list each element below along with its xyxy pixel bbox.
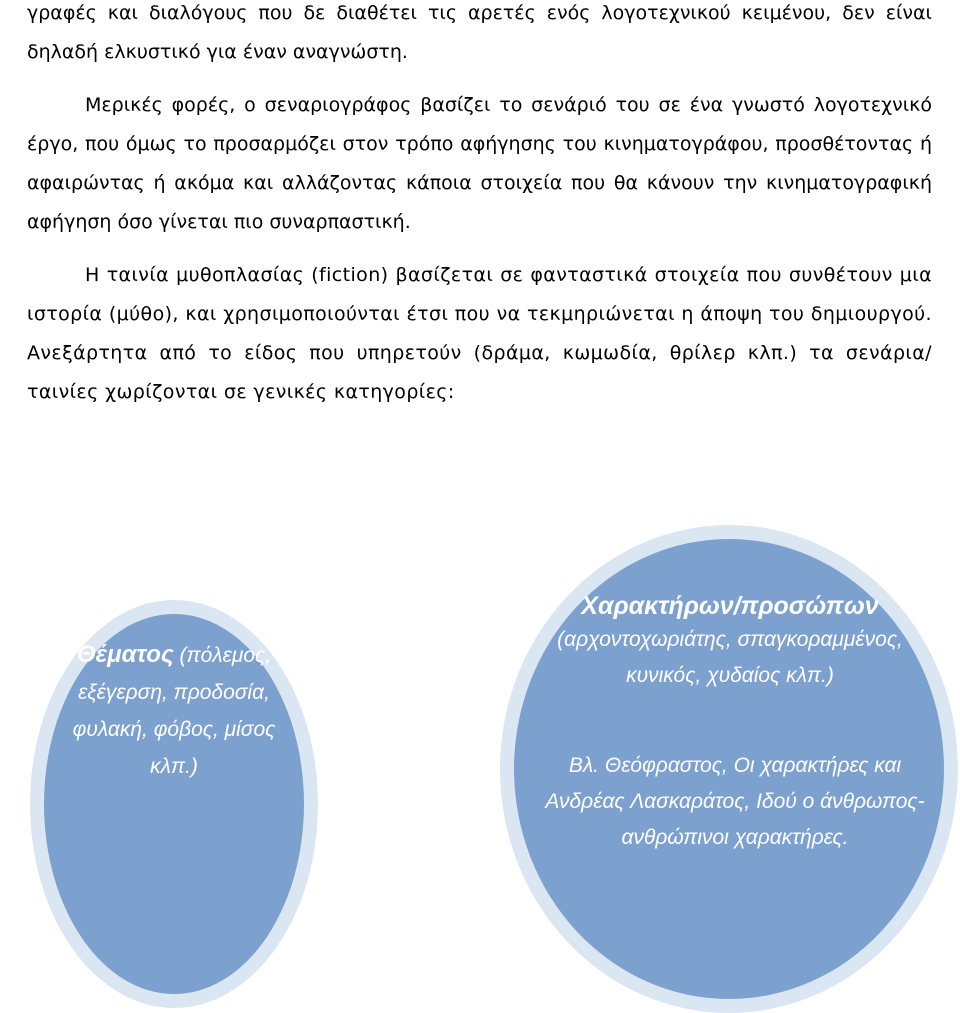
theme-category-heading: Θέματος bbox=[76, 641, 174, 668]
paragraph-continuation: γραφές και διαλόγους που δε διαθέτει τις αρετές ενός λογοτεχνικού κειμένου, δεν είναι δηλαδή ελκυστικό για έναν αναγνώστη. bbox=[27, 2, 932, 63]
paragraph-fiction: Η ταινία μυθοπλασίας (fiction) βασίζεται σε φανταστικά στοιχεία που συνθέτουν μια ιστορία (μύθο), και χρησιμοποιούνται έτσι που να τεκμηριώνεται η άποψη του δημιουργού. Ανεξάρτητα από το είδος που υπηρετούν (δράμα, κωμωδία, θρίλερ κλπ.) τα σενάρια/ταινίες χωρίζονται σε γενικές κατηγορίες: bbox=[27, 264, 932, 403]
characters-category-heading: Χαρακτήρων/προσώπων bbox=[581, 592, 879, 620]
paragraph-adaptation: Μερικές φορές, ο σεναριογράφος βασίζει το σενάριό του σε ένα γνωστό λογοτεχνικό έργο, που όμως το προσαρμόζει στον τρόπο αφήγησης του κινηματογράφου, προσθέτοντας ή αφαιρώντας ή ακόμα και αλλάζοντας κάποια στοιχεία που θα κάνουν την κινηματογραφική αφήγηση όσο γίνεται πιο συναρπαστική. bbox=[27, 94, 932, 233]
characters-category-examples: (αρχοντοχωριάτης, σπαγκοραμμένος, κυνικός, χυδαίος κλπ.) bbox=[557, 628, 903, 687]
theme-category-text bbox=[58, 636, 290, 785]
theme-category-examples: (πόλεμος, εξέγερση, προδοσία, φυλακή, φόβος, μίσος κλπ.) bbox=[72, 644, 276, 778]
characters-category-reference: Βλ. Θεόφραστος, Οι χαρακτήρες και Ανδρέας Λασκαράτος, Ιδού ο άνθρωπος-ανθρώπινοι χαρακτήρες. bbox=[545, 754, 925, 849]
